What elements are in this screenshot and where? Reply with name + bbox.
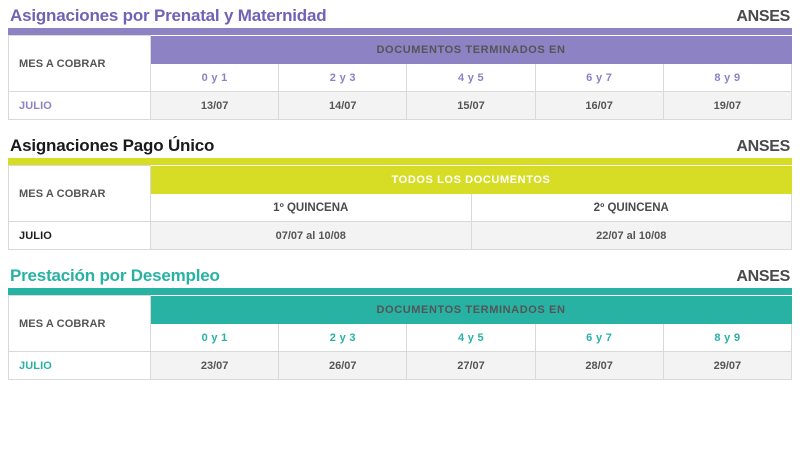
section-header xyxy=(8,266,792,288)
column-header: 0 y 1 xyxy=(151,64,279,92)
mes-a-cobrar-header: MES A COBRAR xyxy=(9,296,151,352)
cell-date: 19/07 xyxy=(663,92,791,120)
column-header: 4 y 5 xyxy=(407,324,535,352)
brand-logo: ANSES xyxy=(736,8,790,25)
table-row xyxy=(9,92,792,120)
row-month-label: JULIO xyxy=(9,92,151,120)
cell-date: 28/07 xyxy=(535,352,663,380)
accent-rule xyxy=(8,158,792,165)
column-header: 8 y 9 xyxy=(663,64,791,92)
table-row-banner xyxy=(9,296,792,324)
cell-date: 16/07 xyxy=(535,92,663,120)
brand-logo: ANSES xyxy=(736,138,790,155)
schedule-table xyxy=(8,165,792,250)
section-spacer xyxy=(8,252,792,266)
cell-date: 27/07 xyxy=(407,352,535,380)
cell-date: 22/07 al 10/08 xyxy=(471,222,792,250)
table-row xyxy=(9,222,792,250)
schedule-table xyxy=(8,35,792,120)
column-header: 8 y 9 xyxy=(663,324,791,352)
mes-a-cobrar-header: MES A COBRAR xyxy=(9,166,151,222)
banner-documentos: TODOS LOS DOCUMENTOS xyxy=(151,166,792,194)
cell-date: 14/07 xyxy=(279,92,407,120)
brand-logo: ANSES xyxy=(736,268,790,285)
section-prestacion-desempleo xyxy=(8,266,792,380)
mes-a-cobrar-header: MES A COBRAR xyxy=(9,36,151,92)
row-month-label: JULIO xyxy=(9,222,151,250)
table-row-banner xyxy=(9,166,792,194)
cell-date: 29/07 xyxy=(663,352,791,380)
cell-date: 07/07 al 10/08 xyxy=(151,222,472,250)
schedule-table xyxy=(8,295,792,380)
table-row xyxy=(9,352,792,380)
section-pago-unico xyxy=(8,136,792,250)
banner-documentos: DOCUMENTOS TERMINADOS EN xyxy=(151,296,792,324)
cell-date: 26/07 xyxy=(279,352,407,380)
column-header: 2 y 3 xyxy=(279,324,407,352)
column-header: 1º QUINCENA xyxy=(151,194,472,222)
cell-date: 13/07 xyxy=(151,92,279,120)
section-header xyxy=(8,136,792,158)
row-month-label: JULIO xyxy=(9,352,151,380)
cell-date: 15/07 xyxy=(407,92,535,120)
section-header xyxy=(8,6,792,28)
section-spacer xyxy=(8,122,792,136)
accent-rule xyxy=(8,288,792,295)
column-header: 6 y 7 xyxy=(535,324,663,352)
column-header: 2 y 3 xyxy=(279,64,407,92)
section-prenatal-maternidad xyxy=(8,6,792,120)
column-header: 0 y 1 xyxy=(151,324,279,352)
banner-documentos: DOCUMENTOS TERMINADOS EN xyxy=(151,36,792,64)
section-title: Prestación por Desempleo xyxy=(10,266,220,285)
table-row-banner xyxy=(9,36,792,64)
section-title: Asignaciones por Prenatal y Maternidad xyxy=(10,6,327,25)
section-title: Asignaciones Pago Único xyxy=(10,136,215,155)
column-header: 6 y 7 xyxy=(535,64,663,92)
column-header: 4 y 5 xyxy=(407,64,535,92)
column-header: 2º QUINCENA xyxy=(471,194,792,222)
cell-date: 23/07 xyxy=(151,352,279,380)
accent-rule xyxy=(8,28,792,35)
